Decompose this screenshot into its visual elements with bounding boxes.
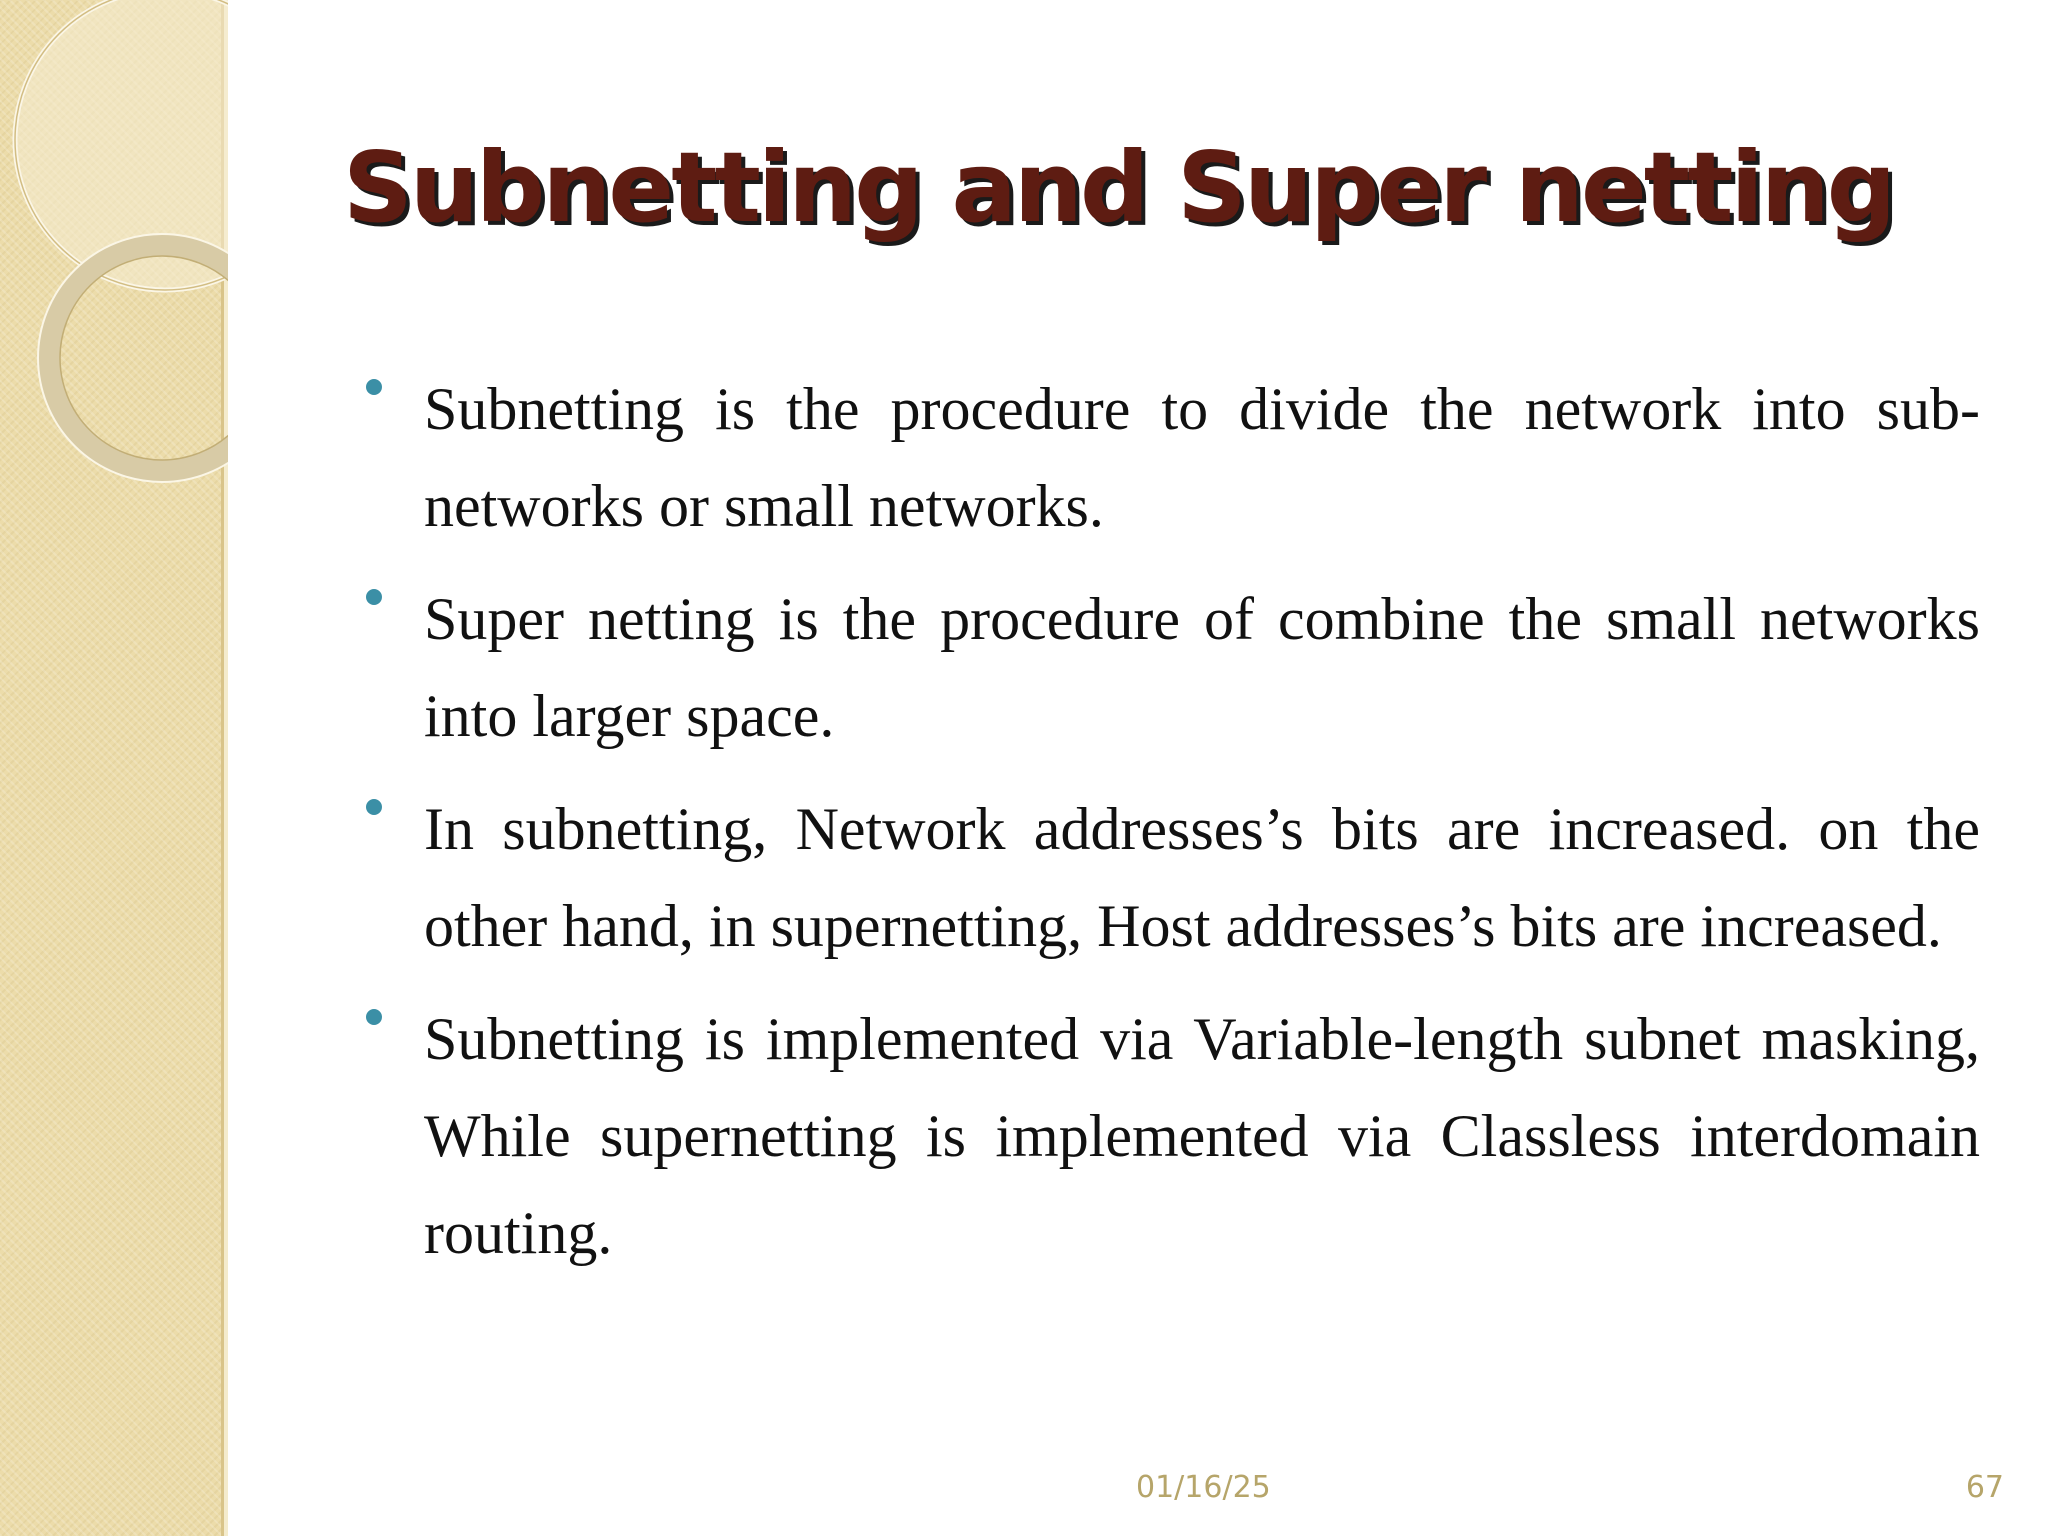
- bullet-text: Super netting is the procedure of combine the small networks into larger space.: [424, 586, 1980, 749]
- bullet-icon: [366, 589, 382, 605]
- bullet-icon: [366, 799, 382, 815]
- list-item: [358, 361, 1980, 555]
- list-item: [358, 781, 1980, 975]
- decorative-circles: [0, 0, 228, 520]
- bullet-text: Subnetting is the procedure to divide the network into sub-networks or small networks.: [424, 376, 1980, 539]
- footer-page-number: 67: [1965, 1470, 2004, 1505]
- bullet-icon: [366, 379, 382, 395]
- bullet-icon: [366, 1009, 382, 1025]
- bullet-list: [358, 361, 1980, 1298]
- list-item: [358, 571, 1980, 765]
- list-item: [358, 991, 1980, 1282]
- bullet-text: Subnetting is implemented via Variable-length subnet masking, While supernetting is implemented via Classless interdomain routing.: [424, 1006, 1980, 1266]
- bullet-text: In subnetting, Network addresses’s bits are increased. on the other hand, in supernetting, Host addresses’s bits are increased.: [424, 796, 1980, 959]
- slide-title: Subnetting and Super netting: [343, 131, 1894, 244]
- footer-date: 01/16/25: [1136, 1470, 1271, 1505]
